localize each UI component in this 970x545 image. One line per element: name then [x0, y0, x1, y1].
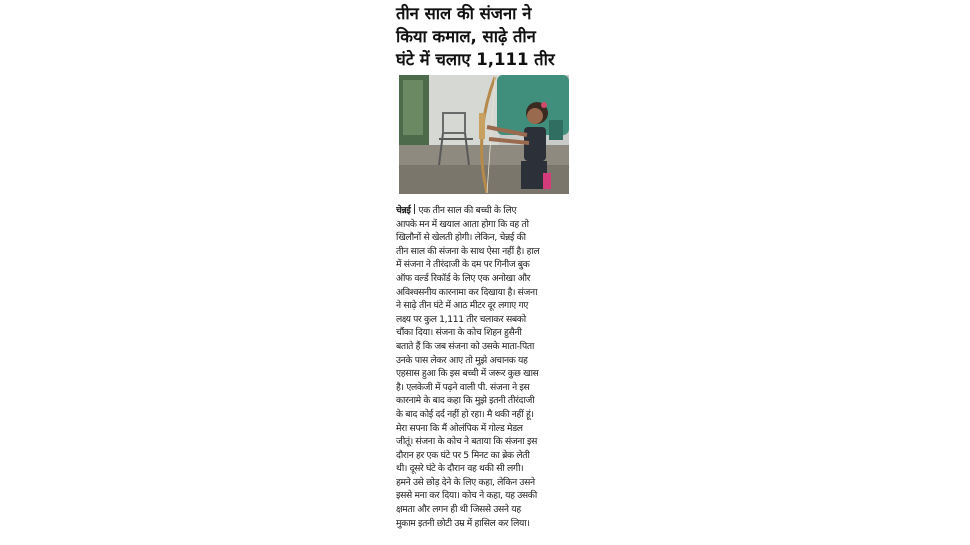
article-line: एहसास हुआ कि इस बच्ची में जरूर कुछ खास — [396, 368, 539, 380]
photo-pink-bag — [543, 173, 551, 189]
article-line: अविश्वसनीय कारनामा कर दिखाया है। संजना — [396, 286, 538, 298]
article-body — [396, 204, 572, 530]
article-line: कारनामे के बाद कहा कि मुझे इतनी तीरंदाजी — [396, 395, 535, 407]
article-line: दौरान हर एक घंटे पर 5 मिनट का ब्रेक लेती — [396, 449, 530, 461]
article-line: मुकाम इतनी छोटी उम्र में हासिल कर लिया। — [396, 517, 530, 529]
dateline-separator — [414, 204, 415, 214]
article-line: क्षमता और लगन ही थी जिससे उसने यह — [396, 504, 521, 516]
photo-hair-clip — [541, 102, 547, 108]
article-line: ऑफ वर्ल्ड रिकॉर्ड के लिए एक अनोखा और — [396, 272, 531, 284]
photo-illustration — [399, 75, 569, 194]
article-line: उनके पास लेकर आए तो मुझे अचानक यह — [396, 354, 528, 366]
photo-window — [403, 80, 423, 135]
article-line: आपके मन में खयाल आता होगा कि वह तो — [396, 218, 529, 230]
article-line: खिलौनों से खेलती होगी। लेकिन, चेन्नई की — [396, 232, 526, 244]
headline-line: घंटे में चलाए 1,111 तीर — [396, 50, 555, 69]
article-line: जीतूं। संजना के कोच ने बताया कि संजना इस — [396, 436, 537, 448]
article-line: चौंका दिया। संजना के कोच शिहन हुसैनी — [396, 327, 522, 339]
photo-grey-wall — [429, 75, 499, 147]
article-line: मेरा सपना कि मैं ओलंपिक में गोल्ड मेडल — [396, 422, 523, 434]
article-line: बताते हैं कि जब संजना को उसके माता-पिता — [396, 340, 535, 352]
headline — [396, 2, 572, 71]
article-line: इससे मना कर दिया। कोच ने कहा, यह उसकी — [396, 490, 537, 502]
dateline: चेन्नई — [396, 205, 411, 216]
girl-with-bow-photo — [399, 75, 569, 194]
article-line: एक तीन साल की बच्ची के लिए — [418, 205, 517, 216]
article-line: हमने उसे छोड़ देने के लिए कहा, लेकिन उसने — [396, 476, 535, 488]
photo-bow-grip — [479, 113, 485, 139]
photo-girl-face — [527, 108, 543, 124]
article-line: थी। दूसरे घंटे के दौरान वह थकी सी लगी। — [396, 463, 524, 475]
photo-board-stand — [549, 120, 563, 140]
article-line: लक्ष्य पर कुल 1,111 तीर चलाकर सबको — [396, 313, 526, 325]
article-line: ने साढ़े तीन घंटे में आठ मीटर दूर लगाए गए — [396, 300, 529, 312]
article-line: है। एलकेजी में पढ़ने वाली पी. संजना ने इस — [396, 381, 530, 393]
article-line: में संजना ने तीरंदाजी के दम पर गिनीज बुक — [396, 259, 530, 271]
headline-block — [396, 2, 572, 71]
article-first-line — [396, 204, 572, 218]
article-line: के बाद कोई दर्द नहीं हो रहा। मै थकी नहीं हूं। — [396, 408, 534, 420]
headline-line: किया कमाल, साढ़े तीन — [396, 27, 536, 46]
article-line: तीन साल की संजना के साथ ऐसा नहीं है। हाल — [396, 245, 540, 257]
headline-line: तीन साल की संजना ने — [396, 4, 532, 23]
